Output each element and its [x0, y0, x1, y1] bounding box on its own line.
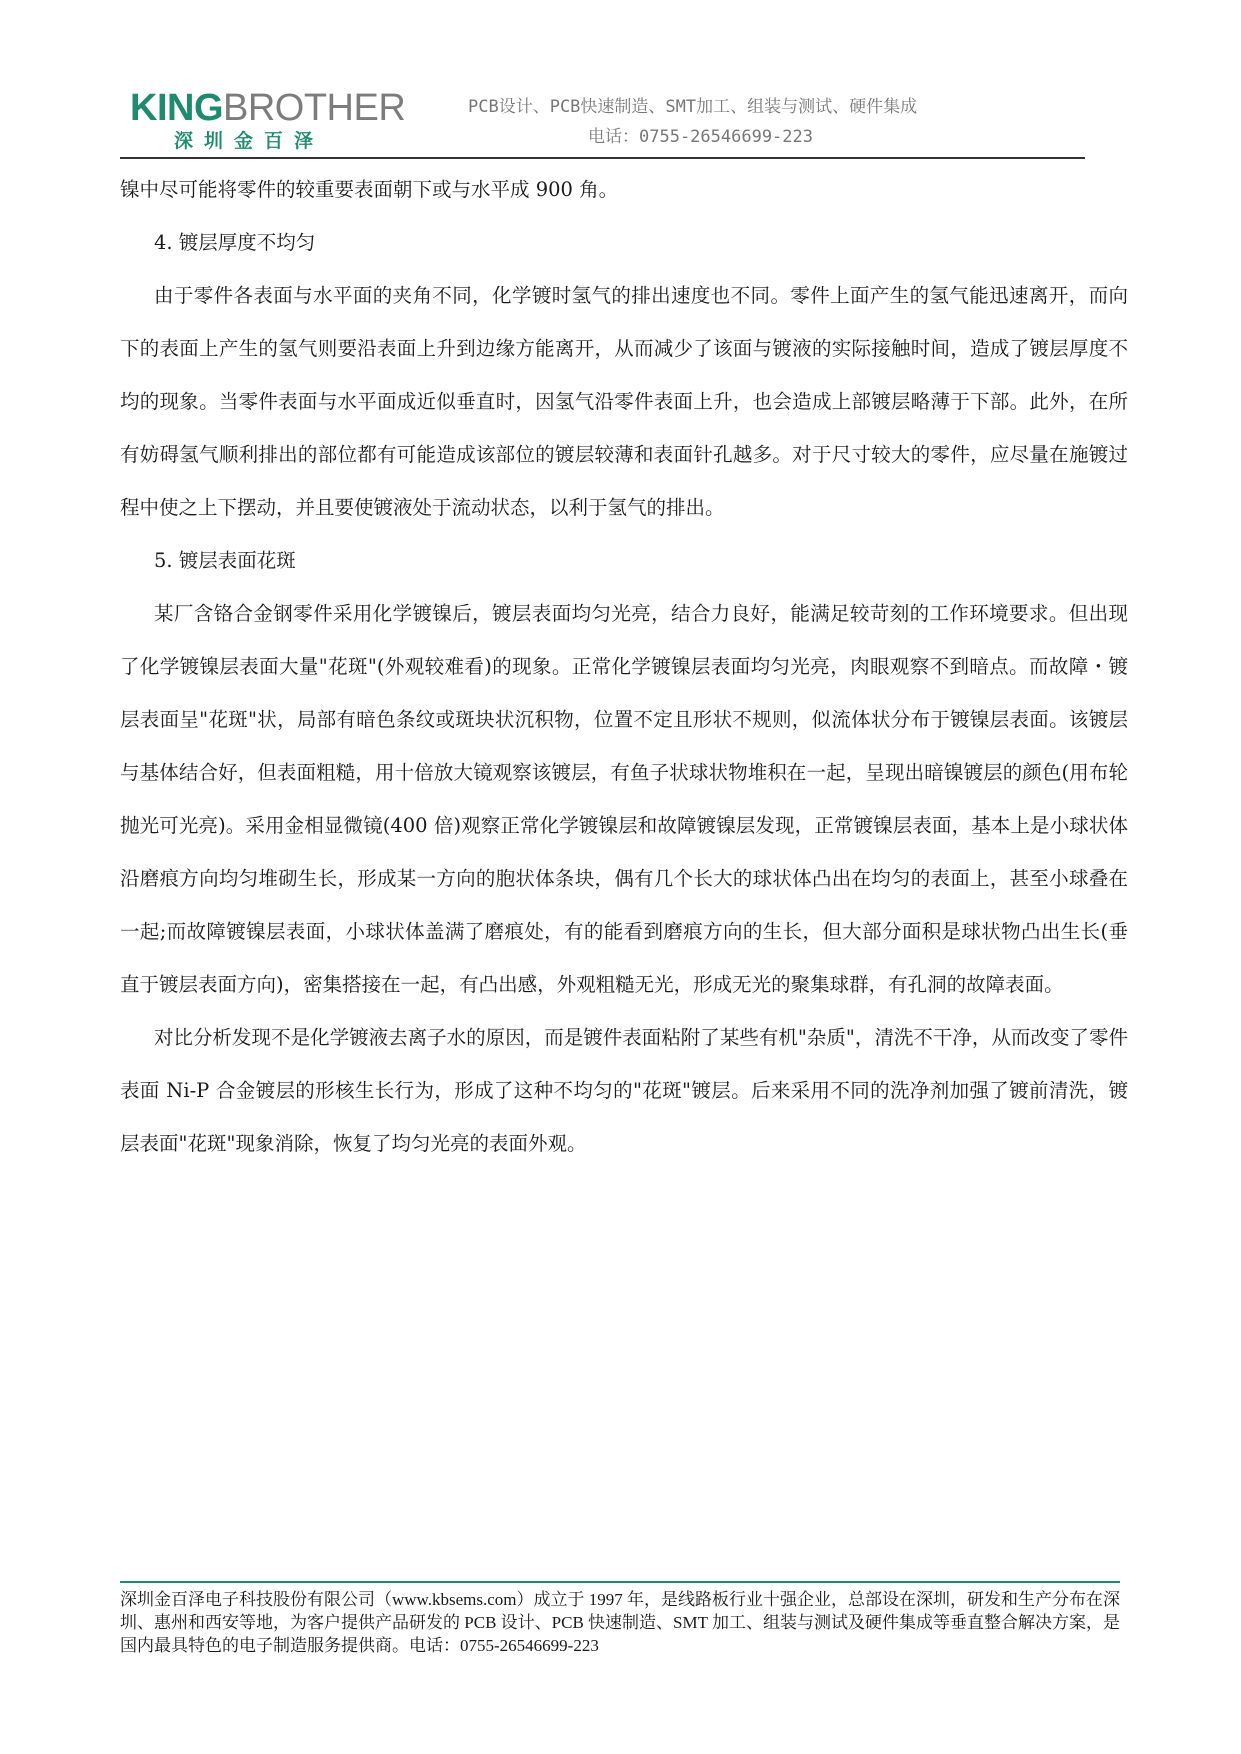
paragraph-spots: 某厂含铬合金钢零件采用化学镀镍后，镀层表面均匀光亮，结合力良好，能满足较苛刻的工作环境要求。但出现了化学镀镍层表面大量"花斑"(外观较难看)的现象。正常化学镀镍层表面均匀光亮，肉眼观察不到暗点。而故障・镀层表面呈"花斑"状，局部有暗色条纹或斑块状沉积物，位置不定且形状不规则，似流体状分布于镀镍层表面。该镀层与基体结合好，但表面粗糙，用十倍放大镜观察该镀层，有鱼子状球状物堆积在一起，呈现出暗镍镀层的颜色(用布轮抛光可光亮)。采用金相显微镜(400 倍)观察正常化学镀镍层和故障镀镍层发现，正常镀镍层表面，基本上是小球状体沿磨痕方向均匀堆砌生长，形成某一方向的胞状体条块，偶有几个长大的球状体凸出在均匀的表面上，甚至小球叠在一起;而故障镀镍层表面，小球状体盖满了磨痕处，有的能看到磨痕方向的生长，但大部分面积是球状物凸出生长(垂直于镀层表面方向)，密集搭接在一起，有凸出感，外观粗糙无光，形成无光的聚集球群，有孔洞的故障表面。 [120, 602, 1128, 996]
footer-divider [120, 1581, 1120, 1583]
logo-brother-text: BROTHER [223, 87, 406, 129]
logo-chinese-name: 深圳金百泽 [174, 130, 325, 152]
kingbrother-logo [130, 87, 420, 152]
header-phone: 电话：0755-26546699-223 [588, 127, 813, 147]
section-heading-4: 4. 镀层厚度不均匀 [154, 231, 316, 254]
document-body [120, 163, 1128, 1170]
paragraph-thickness: 由于零件各表面与水平面的夹角不同，化学镀时氢气的排出速度也不同。零件上面产生的氢气能迅速离开，而向下的表面上产生的氢气则要沿表面上升到边缘方能离开，从而减少了该面与镀液的实际接触时间，造成了镀层厚度不均的现象。当零件表面与水平面成近似垂直时，因氢气沿零件表面上升，也会造成上部镀层略薄于下部。此外，在所有妨碍氢气顺利排出的部位都有可能造成该部位的镀层较薄和表面针孔越多。对于尺寸较大的零件，应尽量在施镀过程中使之上下摆动，并且要使镀液处于流动状态，以利于氢气的排出。 [120, 284, 1128, 519]
header-divider [120, 157, 1085, 159]
logo-king-text: KING [130, 87, 223, 129]
company-footer: 深圳金百泽电子科技股份有限公司（www.kbsems.com）成立于 1997 年，是线路板行业十强企业，总部设在深圳，研发和生产分布在深圳、惠州和西安等地，为客户提供产品研发的 PCB 设计、PCB 快速制造、SMT 加工、组装与测试及硬件集成等垂直整合解决方案，是国内最具特色的电子制造服务提供商。电话：0755-26546699-223 [120, 1590, 1120, 1655]
page-header [120, 84, 1085, 156]
header-tagline: PCB设计、PCB快速制造、SMT加工、组装与测试、硬件集成 [468, 97, 918, 117]
section-heading-5: 5. 镀层表面花斑 [154, 549, 296, 572]
logo-wordmark [130, 88, 420, 128]
paragraph-analysis: 对比分析发现不是化学镀液去离子水的原因，而是镀件表面粘附了某些有机"杂质"，清洗不干净，从而改变了零件表面 Ni-P 合金镀层的形核生长行为，形成了这种不均匀的"花斑"镀层。后来采用不同的洗净剂加强了镀前清洗，镀层表面"花斑"现象消除，恢复了均匀光亮的表面外观。 [120, 1026, 1128, 1155]
paragraph-continuation: 镍中尽可能将零件的较重要表面朝下或与水平成 900 角。 [120, 178, 619, 201]
